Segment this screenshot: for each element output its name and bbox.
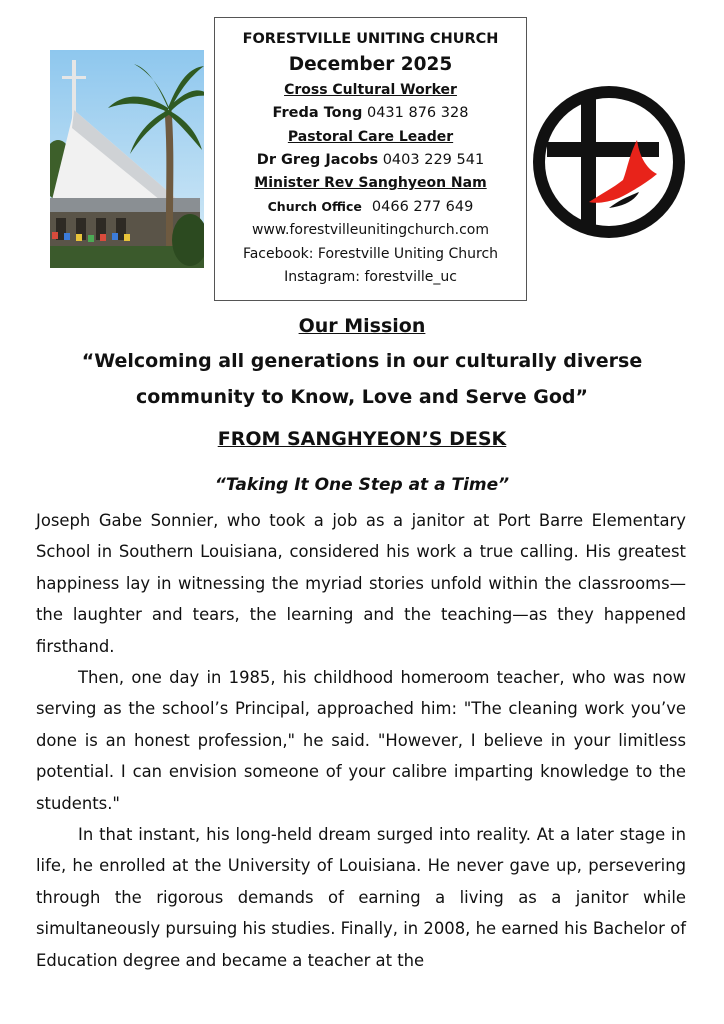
article-title: “Taking It One Step at a Time” [214, 475, 510, 495]
pastoral-phone: 0403 229 541 [382, 151, 485, 168]
uniting-church-logo-icon [531, 84, 687, 240]
pastoral-role: Pastoral Care Leader [287, 128, 454, 145]
church-info-box [214, 17, 527, 301]
newsletter-date: December 2025 [288, 54, 453, 76]
cross-cultural-phone: 0431 876 328 [366, 105, 469, 122]
minister-name: Minister Rev Sanghyeon Nam [254, 175, 487, 192]
mission-statement: “Welcoming all generations in our culturally diverse community to Know, Love and Serve God” [81, 350, 643, 408]
article-paragraph: In that instant, his long-held dream surged into reality. At a later stage in life, he enrolled at the University of Louisiana. He never gave up, persevering through the rigorous demands of earning a living as a janitor while simultaneously pursuing his studies. Finally, in 2008, he earned his Bachelor of Education degree and became a teacher at the [36, 825, 686, 970]
church-office-phone: 0466 277 649 [371, 199, 474, 216]
mission-title: Our Mission [298, 315, 426, 337]
facebook-link[interactable]: Facebook: Forestville Uniting Church [242, 245, 499, 262]
instagram-link[interactable]: Instagram: forestville_uc [284, 268, 457, 285]
church-office-contact [215, 195, 526, 219]
article-paragraph: Joseph Gabe Sonnier, who took a job as a janitor at Port Barre Elementary School in Southern Louisiana, considered his work a true calling. His greatest happiness lay in witnessing the myriad stories unfold within the classrooms—the laughter and tears, the learning and the teaching—as they happened firsthand. [36, 511, 686, 656]
pastoral-contact [215, 149, 526, 172]
cross-cultural-name: Freda Tong [272, 105, 363, 122]
article-body [36, 505, 686, 976]
church-photo [50, 50, 204, 268]
church-name: FORESTVILLE UNITING CHURCH [242, 31, 499, 47]
cross-cultural-contact [215, 102, 526, 125]
article-paragraph: Then, one day in 1985, his childhood homeroom teacher, who was now serving as the school’s Principal, approached him: "The cleaning work you’ve done is an honest profession," he said. "However, I believe in your limitless potential. I can envision someone of your calibre imparting knowledge to the students." [36, 668, 686, 813]
desk-section-title: FROM SANGHYEON’S DESK [217, 428, 507, 450]
pastoral-name: Dr Greg Jacobs [256, 151, 379, 168]
website-link[interactable]: www.forestvilleunitingchurch.com [251, 222, 489, 239]
church-office-label: Church Office [267, 199, 362, 215]
cross-cultural-role: Cross Cultural Worker [284, 82, 457, 99]
